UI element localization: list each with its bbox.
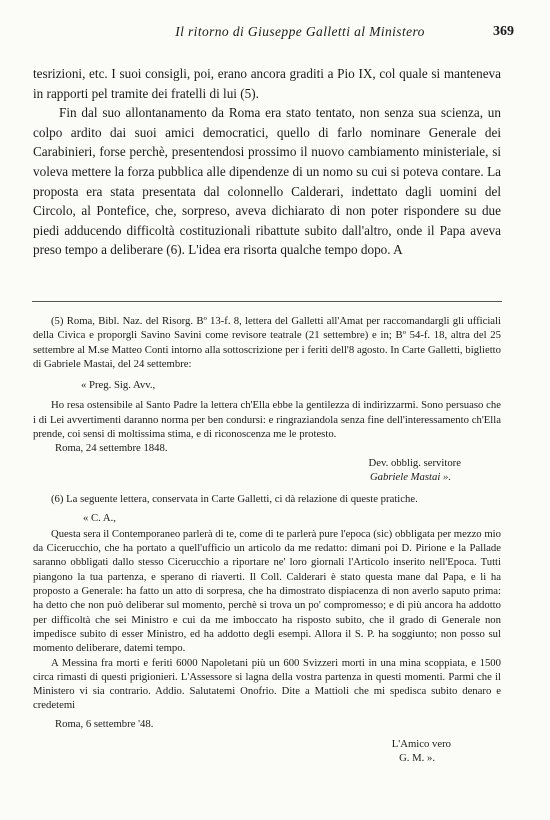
letter-date: Roma, 6 settembre '48. [55, 717, 154, 730]
running-title: Il ritorno di Giuseppe Galletti al Ministero [175, 24, 425, 39]
footnote-6: (6) La seguente lettera, conservata in Carte Galletti, ci dà relazione di queste pratiche. [51, 493, 418, 506]
letter-date: Roma, 24 settembre 1848. [55, 442, 168, 455]
main-text [33, 64, 501, 260]
letter-body: Ho resa ostensibile al Santo Padre la lettera ch'Ella ebbe la gentilezza di indirizzarmi. Sono persuaso che i di Lei avvertimenti daranno norma per ben condursi: e ringraziandola senza fine dell'interessamento ch'Ella prende, coi sensi di moltissima stima, e di riconoscenza me le protesto. [33, 399, 501, 441]
footnotes [33, 314, 501, 766]
body-paragraph: tesrizioni, etc. I suoi consigli, poi, erano ancora graditi a Pio IX, col quale si manteneva in rapporti pel tramite dei fratelli di lui (5). [33, 66, 501, 101]
letter-body: A Messina fra morti e feriti 6000 Napoletani più un 600 Svizzeri morti in una mina scoppiata, e 1500 circa rimasti di questi prigionieri. L'Assessore si lagna della vostra partenza in questi momenti. Parmi che il Ministero vi sia contrario. Addio. Salutatemi Onofrio. Dite a Mattioli che mi spedisca subito denaro e credetemi [33, 656, 501, 712]
letter-signature [33, 470, 501, 484]
letter-body: Questa sera il Contemporaneo parlerà di te, come di te parlerà pure l'epoca (sic) obbligata per mezzo mio da Cicerucchio, che ha portato a quell'ufficio un articolo da me redatto: dimani poi D. Pirione e la Pallade saranno obbligati dallo stesso Cicerucchio a riportare ne' loro giornali l'Articolo inserito nell'Epoca. Tutti piangono la tua partenza, e sperano di riaverti. Il Coll. Calderari è stato questa mane dal Papa, e li ha proposto a Generale: ha fatto un atto di sorpresa, che ha dimostrato dispiacenza di non averlo saputo prima: ha detto che non può deliberar sul momento, perchè si trova un po' compromesso; e di più ancora ha addotto per difficoltà che sei Ministro e cui da me imboccato ha risposto subito, che il grado di Generale non impedisce subito di esser Ministro, ed ha addotto degli esempi. Allora il S. P. ha soggiunto; non posso sul momento deliberare, datemi tempo. [33, 527, 501, 655]
spacer [33, 484, 501, 492]
letter-salutation: « Preg. Sig. Avv., [81, 379, 156, 392]
letter-closing: Dev. obblig. servitore [368, 456, 461, 469]
body-paragraph: Fin dal suo allontanamento da Roma era stato tentato, non senza sua scienza, un colpo ardito dai suoi amici democratici, quello di farlo nominare Generale dei Carabinieri, forse perchè, presentendosi prossimo il nuovo cambiamento ministeriale, si voleva mettere la forza pubblica alle dipendenze di un nomo su cui si poteva contare. La proposta era stata presentata dal colonnello Calderari, indettato dagli uomini del Circolo, al Pontefice, che, sorpreso, aveva dichiarato di non poter rispondere su due piedi adducendo difficoltà costituzionali ribattute subito dall'altro, onde il Papa aveva preso tempo a deliberare (6). L'idea era risorta qualche tempo dopo. A [33, 105, 501, 258]
footnote-divider [32, 301, 502, 302]
letter-salutation: « C. A., [83, 511, 116, 524]
letter-closing: L'Amico vero [391, 738, 451, 751]
footnote-5: (5) Roma, Bibl. Naz. del Risorg. Bº 13-f. 8, lettera del Galletti all'Amat per raccomandargli gli ufficiali della Civica e proporgli Savino Savini come revisore teatrale (21 settembre) e in; Bº 54-f. 18, altra del 25 settembre al M.se Matteo Conti intorno alla sottoscrizione per i feriti dell'8 agosto. In Carte Galletti, biglietto di Gabriele Mastai, del 24 settembre: [33, 315, 501, 370]
signature-text: Gabriele Mastai ». [369, 470, 451, 483]
page-number: 369 [493, 24, 514, 39]
letter-signature: G. M. ». [399, 752, 435, 765]
